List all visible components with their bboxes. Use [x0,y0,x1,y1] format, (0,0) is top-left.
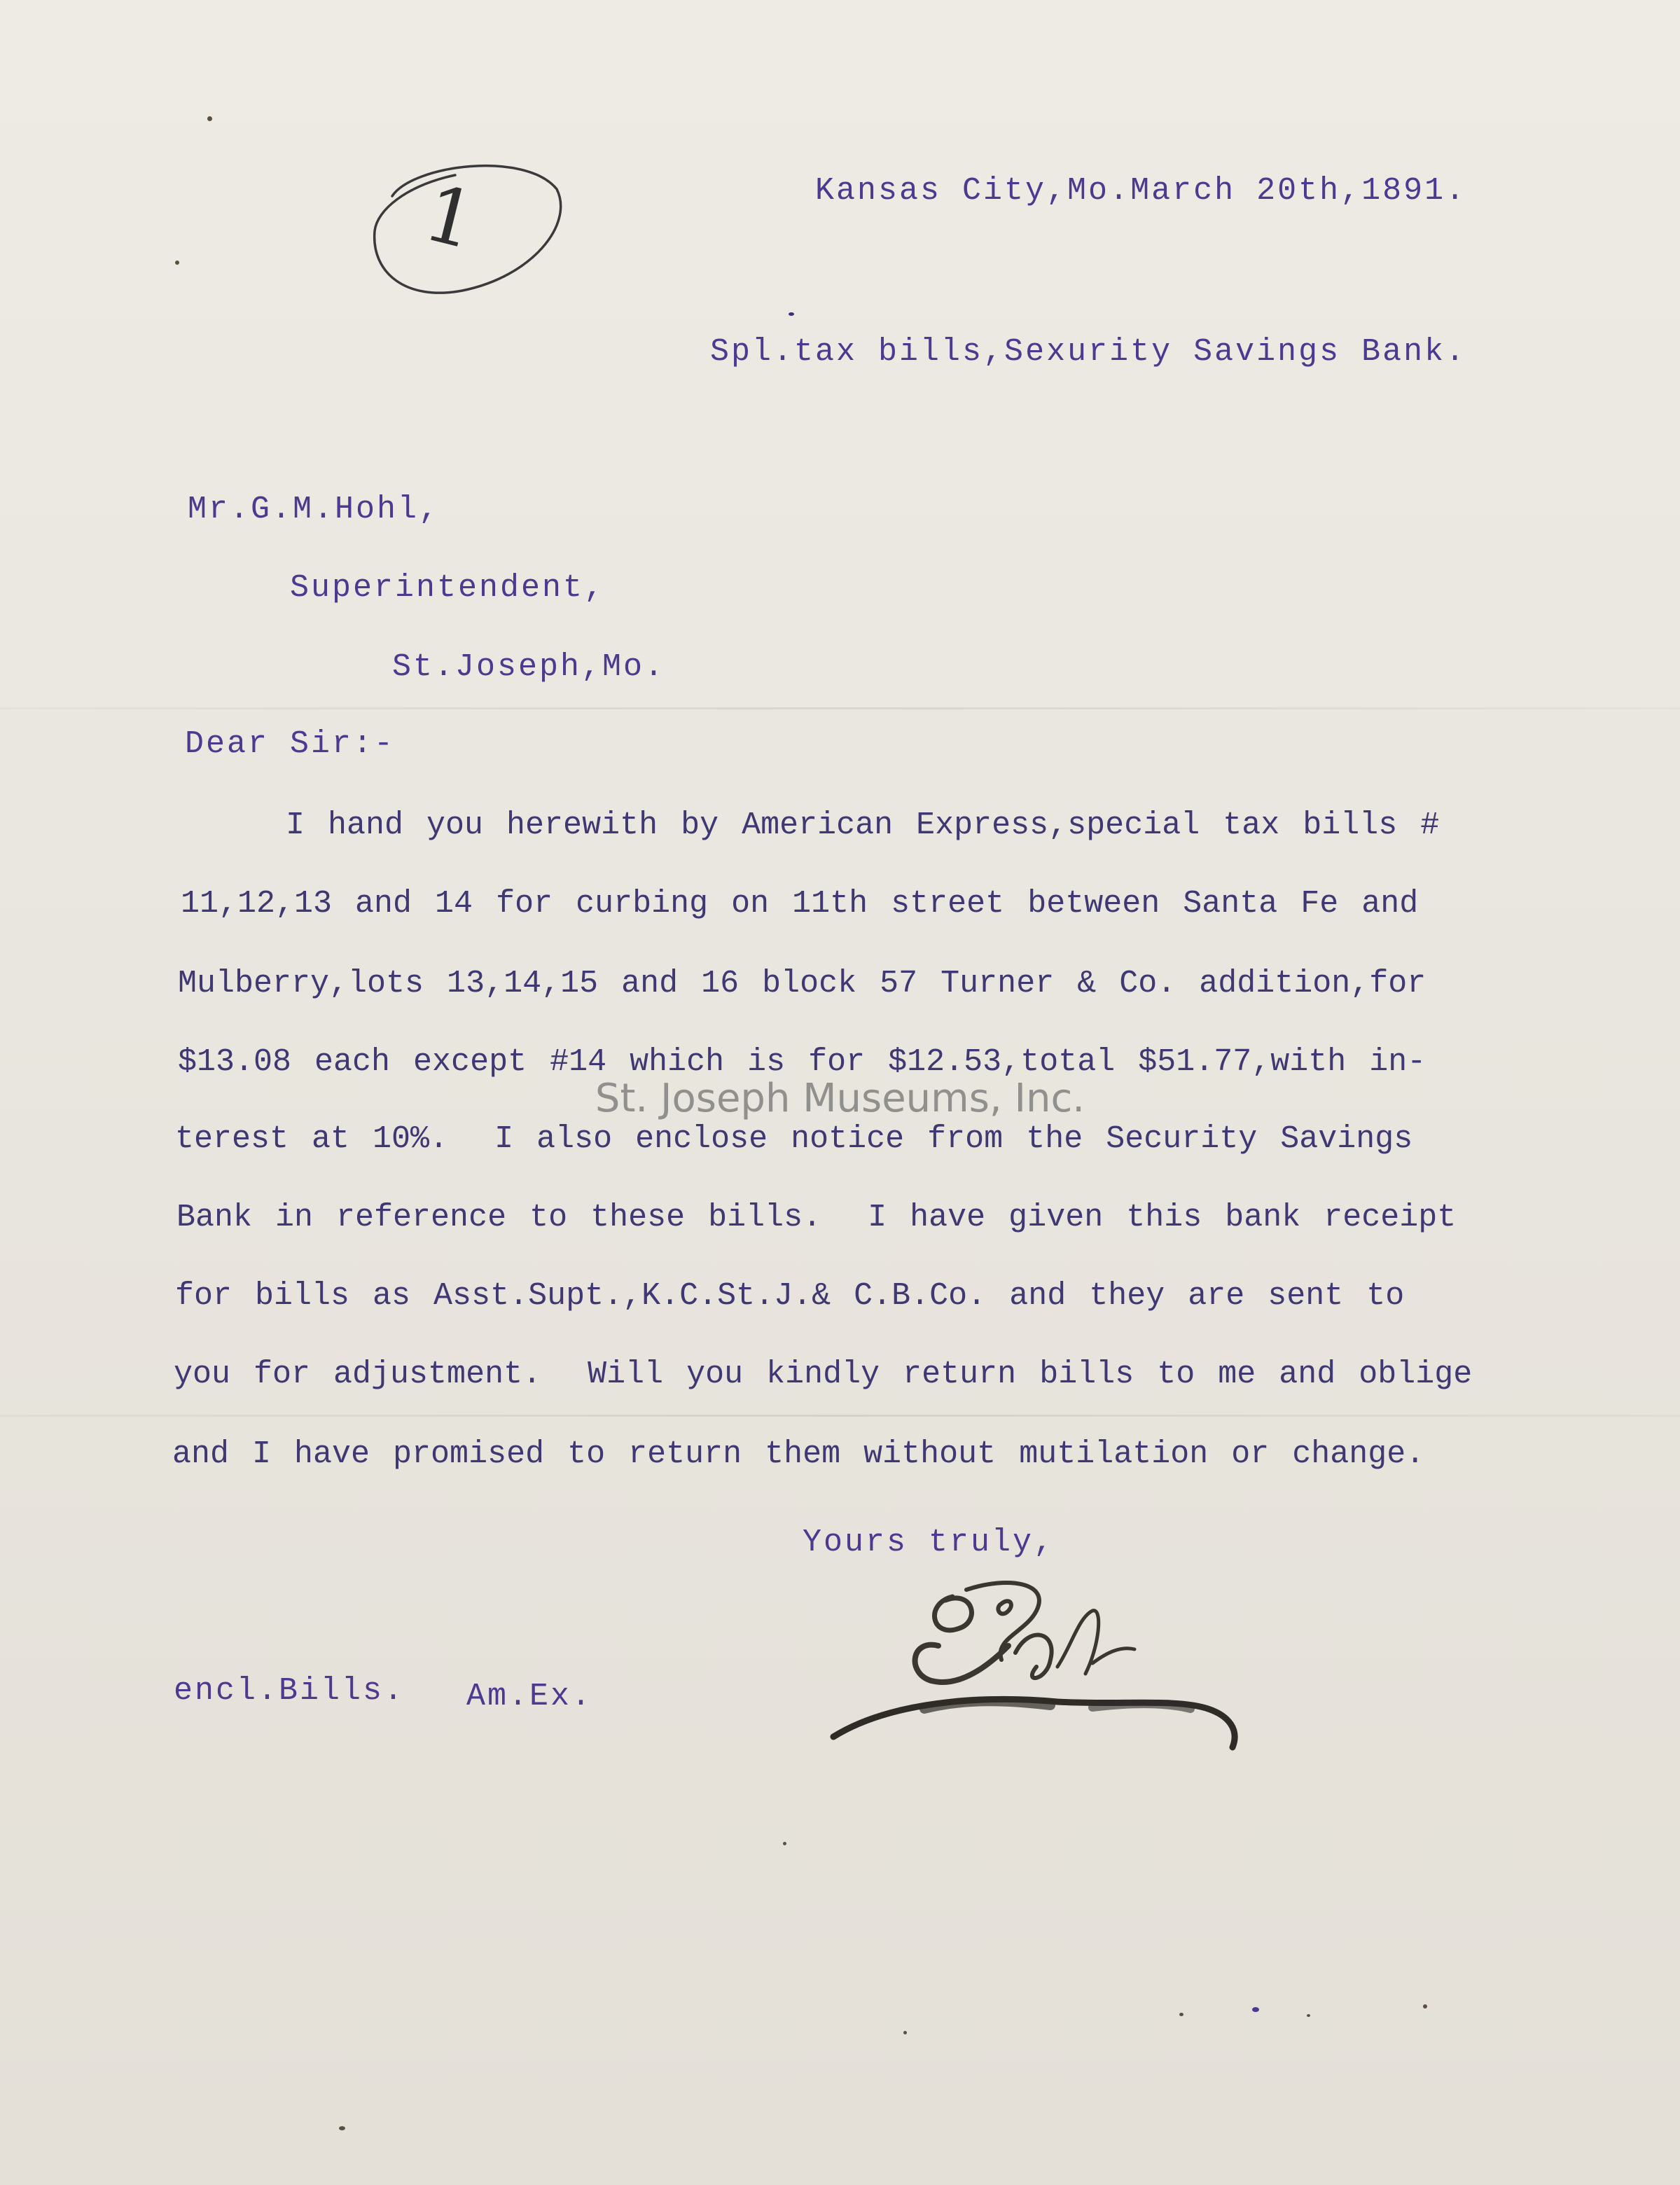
paper-speck [175,261,179,265]
enclosure-items: encl.Bills. [174,1673,405,1709]
subject-line: Spl.tax bills,Sexurity Savings Bank. [710,334,1467,370]
body-line: and I have promised to return them without mutilation or change. [172,1436,1425,1472]
paper-speck [1423,2004,1427,2009]
paper-speck [1179,2013,1183,2016]
paper-fold-line [0,1415,1680,1417]
salutation: Dear Sir:- [185,726,396,762]
paper-speck [1252,2007,1259,2012]
date-line: Kansas City,Mo.March 20th,1891. [815,173,1467,209]
circled-page-number [364,154,567,301]
circled-number-text: 1 [415,167,485,267]
paper-speck [207,116,212,121]
watermark: St. Joseph Museums, Inc. [595,1076,1085,1121]
body-line: terest at 10%. I also enclose notice from the Security Savings [175,1121,1413,1157]
paper-speck [789,312,794,316]
paper-speck [339,2126,345,2130]
addressee-city: St.Joseph,Mo. [392,649,666,685]
body-line: I hand you herewith by American Express,special tax bills # [286,807,1440,843]
signature [826,1562,1261,1772]
paper-fold-line [0,707,1680,709]
body-line: you for adjustment. Will you kindly return bills to me and oblige [174,1357,1473,1392]
enclosure-via: Am.Ex. [466,1679,593,1714]
body-line: Bank in reference to these bills. I have given this bank receipt [176,1200,1457,1235]
closing: Yours truly, [803,1525,1055,1560]
paper-speck [1307,2014,1310,2017]
addressee-name: Mr.G.M.Hohl, [188,492,440,527]
addressee-title: Superintendent, [290,570,606,606]
body-line: $13.08 each except #14 which is for $12.53,total $51.77,with in- [178,1044,1426,1080]
paper-speck [783,1842,786,1845]
body-line: Mulberry,lots 13,14,15 and 16 block 57 Turner & Co. addition,for [178,966,1426,1001]
body-line: for bills as Asst.Supt.,K.C.St.J.& C.B.Co. and they are sent to [175,1278,1405,1314]
paper-speck [903,2031,907,2034]
body-line: 11,12,13 and 14 for curbing on 11th street between Santa Fe and [181,886,1419,922]
